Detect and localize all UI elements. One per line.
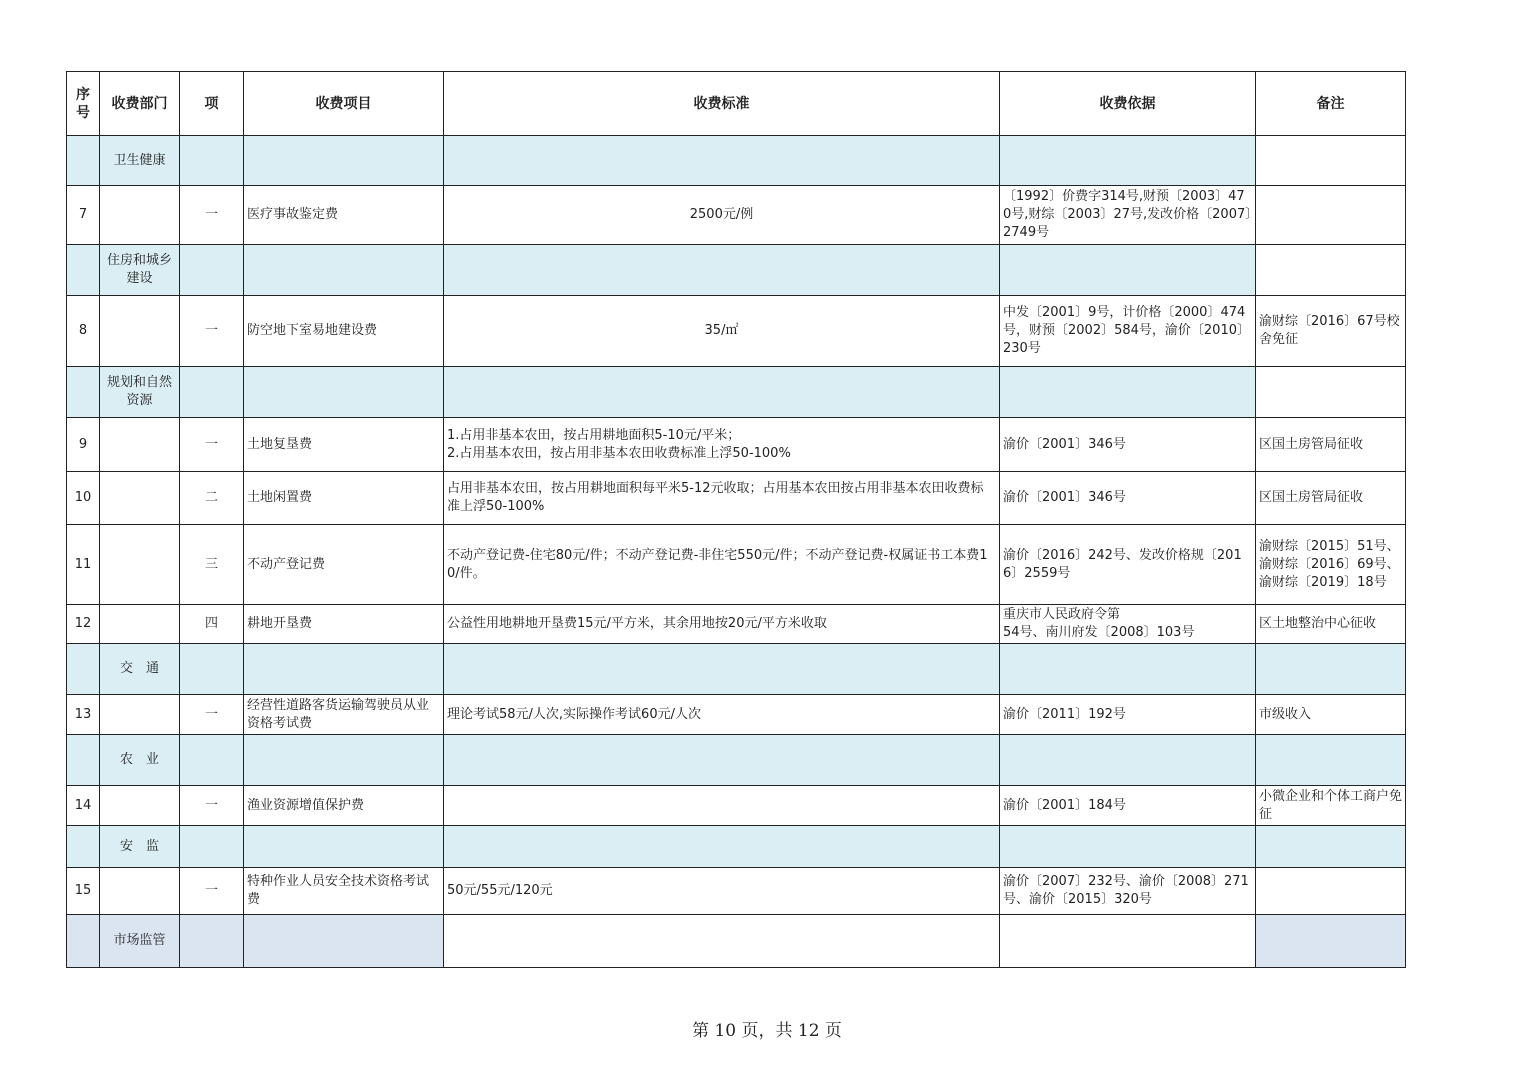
row-remark: 渝财综〔2015〕51号、渝财综〔2016〕69号、渝财综〔2019〕18号: [1256, 525, 1406, 605]
table-row: [67, 186, 1406, 245]
row-item: 一: [180, 418, 244, 472]
section-row: [67, 735, 1406, 786]
row-item: 二: [180, 472, 244, 525]
row-seq: 8: [67, 296, 100, 367]
row-seq: 12: [67, 605, 100, 644]
table-row: [67, 786, 1406, 826]
table-row: [67, 695, 1406, 735]
row-basis: 渝价〔2001〕184号: [1000, 786, 1256, 826]
row-standard: [444, 786, 1000, 826]
row-name: 土地复垦费: [244, 418, 444, 472]
row-standard: 50元/55元/120元: [444, 868, 1000, 915]
row-item: 一: [180, 695, 244, 735]
table-row: [67, 525, 1406, 605]
row-name: 医疗事故鉴定费: [244, 186, 444, 245]
table-row: [67, 418, 1406, 472]
section-row: [67, 826, 1406, 868]
row-standard: 2500元/例: [444, 186, 1000, 245]
section-dept: 农 业: [100, 735, 180, 786]
row-basis: 渝价〔2001〕346号: [1000, 418, 1256, 472]
row-name: 耕地开垦费: [244, 605, 444, 644]
table-row: [67, 605, 1406, 644]
section-dept: 交 通: [100, 644, 180, 695]
table-row: [67, 296, 1406, 367]
section-row: [67, 136, 1406, 186]
section-dept: 市场监管: [100, 915, 180, 968]
row-seq: 9: [67, 418, 100, 472]
table-row: [67, 868, 1406, 915]
row-basis: 中发〔2001〕9号，计价格〔2000〕474号，财预〔2002〕584号，渝价〔2010〕230号: [1000, 296, 1256, 367]
row-basis: 渝价〔2007〕232号、渝价〔2008〕271号、渝价〔2015〕320号: [1000, 868, 1256, 915]
header-item: 项: [180, 72, 244, 136]
table-row: [67, 472, 1406, 525]
row-item: 一: [180, 296, 244, 367]
row-seq: 15: [67, 868, 100, 915]
row-remark: 小微企业和个体工商户免征: [1256, 786, 1406, 826]
row-seq: 13: [67, 695, 100, 735]
row-item: 四: [180, 605, 244, 644]
page-footer: 第 10 页，共 12 页: [692, 1021, 842, 1041]
row-seq: 11: [67, 525, 100, 605]
row-remark: 区土地整治中心征收: [1256, 605, 1406, 644]
section-row: [67, 245, 1406, 296]
header-row: [67, 72, 1406, 136]
row-basis: 〔1992〕价费字314号,财预〔2003〕470号,财综〔2003〕27号,发改价格〔2007〕2749号: [1000, 186, 1256, 245]
row-remark: [1256, 186, 1406, 245]
row-seq: 7: [67, 186, 100, 245]
row-standard: 公益性用地耕地开垦费15元/平方米，其余用地按20元/平方米收取: [444, 605, 1000, 644]
row-seq: 14: [67, 786, 100, 826]
row-standard: 理论考试58元/人次,实际操作考试60元/人次: [444, 695, 1000, 735]
row-remark: 市级收入: [1256, 695, 1406, 735]
section-row: [67, 644, 1406, 695]
row-remark: 渝财综〔2016〕67号校舍免征: [1256, 296, 1406, 367]
row-name: 土地闲置费: [244, 472, 444, 525]
fee-table: [66, 71, 1406, 968]
section-row: [67, 915, 1406, 968]
row-item: 一: [180, 186, 244, 245]
header-basis: 收费依据: [1000, 72, 1256, 136]
header-name: 收费项目: [244, 72, 444, 136]
row-remark: 区国土房管局征收: [1256, 472, 1406, 525]
row-standard: 占用非基本农田，按占用耕地面积每平米5-12元收取；占用基本农田按占用非基本农田收费标准上浮50-100%: [444, 472, 1000, 525]
row-basis: 渝价〔2001〕346号: [1000, 472, 1256, 525]
row-basis: 渝价〔2011〕192号: [1000, 695, 1256, 735]
row-item: 三: [180, 525, 244, 605]
row-item: 一: [180, 786, 244, 826]
row-name: 防空地下室易地建设费: [244, 296, 444, 367]
row-basis: 重庆市人民政府令第 54号、南川府发〔2008〕103号: [1000, 605, 1256, 644]
header-dept: 收费部门: [100, 72, 180, 136]
section-dept: 安 监: [100, 826, 180, 868]
header-seq: 序号: [67, 72, 100, 136]
section-row: [67, 367, 1406, 418]
row-name: 不动产登记费: [244, 525, 444, 605]
row-seq: 10: [67, 472, 100, 525]
section-dept: 住房和城乡建设: [100, 245, 180, 296]
row-standard: 不动产登记费-住宅80元/件；不动产登记费-非住宅550元/件；不动产登记费-权属证书工本费10/件。: [444, 525, 1000, 605]
row-name: 特种作业人员安全技术资格考试费: [244, 868, 444, 915]
row-remark: [1256, 868, 1406, 915]
row-standard: 35/㎡: [444, 296, 1000, 367]
header-standard: 收费标准: [444, 72, 1000, 136]
section-dept: 规划和自然资源: [100, 367, 180, 418]
section-dept: 卫生健康: [100, 136, 180, 186]
row-name: 经营性道路客货运输驾驶员从业资格考试费: [244, 695, 444, 735]
row-standard: 1.占用非基本农田，按占用耕地面积5-10元/平米； 2.占用基本农田，按占用非基本农田收费标准上浮50-100%: [444, 418, 1000, 472]
row-remark: 区国土房管局征收: [1256, 418, 1406, 472]
row-basis: 渝价〔2016〕242号、发改价格规〔2016〕2559号: [1000, 525, 1256, 605]
header-remark: 备注: [1256, 72, 1406, 136]
row-name: 渔业资源增值保护费: [244, 786, 444, 826]
row-item: 一: [180, 868, 244, 915]
